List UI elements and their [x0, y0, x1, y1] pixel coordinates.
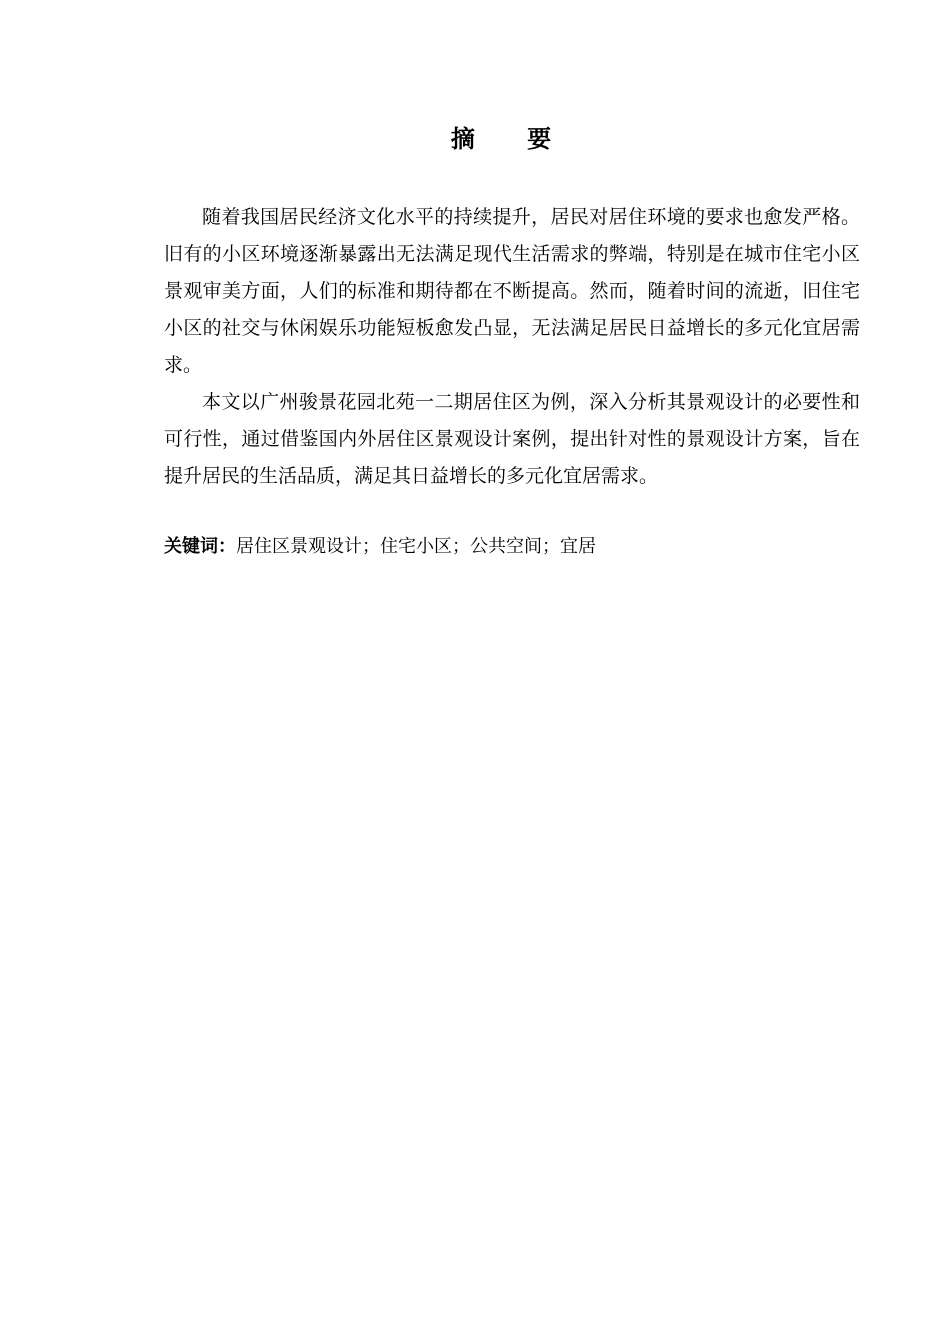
abstract-title: 摘 要: [450, 125, 574, 153]
keywords-label: 关键词：: [164, 536, 236, 557]
keywords-line: [164, 531, 864, 563]
abstract-paragraph-2: 本文以广州骏景花园北苑一二期居住区为例，深入分析其景观设计的必要性和可行性，通过借鉴国内外居住区景观设计案例，提出针对性的景观设计方案，旨在提升居民的生活品质，满足其日益增长的多元化宜居需求。: [164, 391, 860, 487]
abstract-body: [164, 199, 860, 495]
keywords-text: 居住区景观设计；住宅小区；公共空间；宜居: [236, 536, 596, 557]
abstract-paragraph-1: 随着我国居民经济文化水平的持续提升，居民对居住环境的要求也愈发严格。旧有的小区环境逐渐暴露出无法满足现代生活需求的弊端，特别是在城市住宅小区景观审美方面，人们的标准和期待都在不断提高。然而，随着时间的流逝，旧住宅小区的社交与休闲娱乐功能短板愈发凸显，无法满足居民日益增长的多元化宜居需求。: [164, 206, 860, 376]
